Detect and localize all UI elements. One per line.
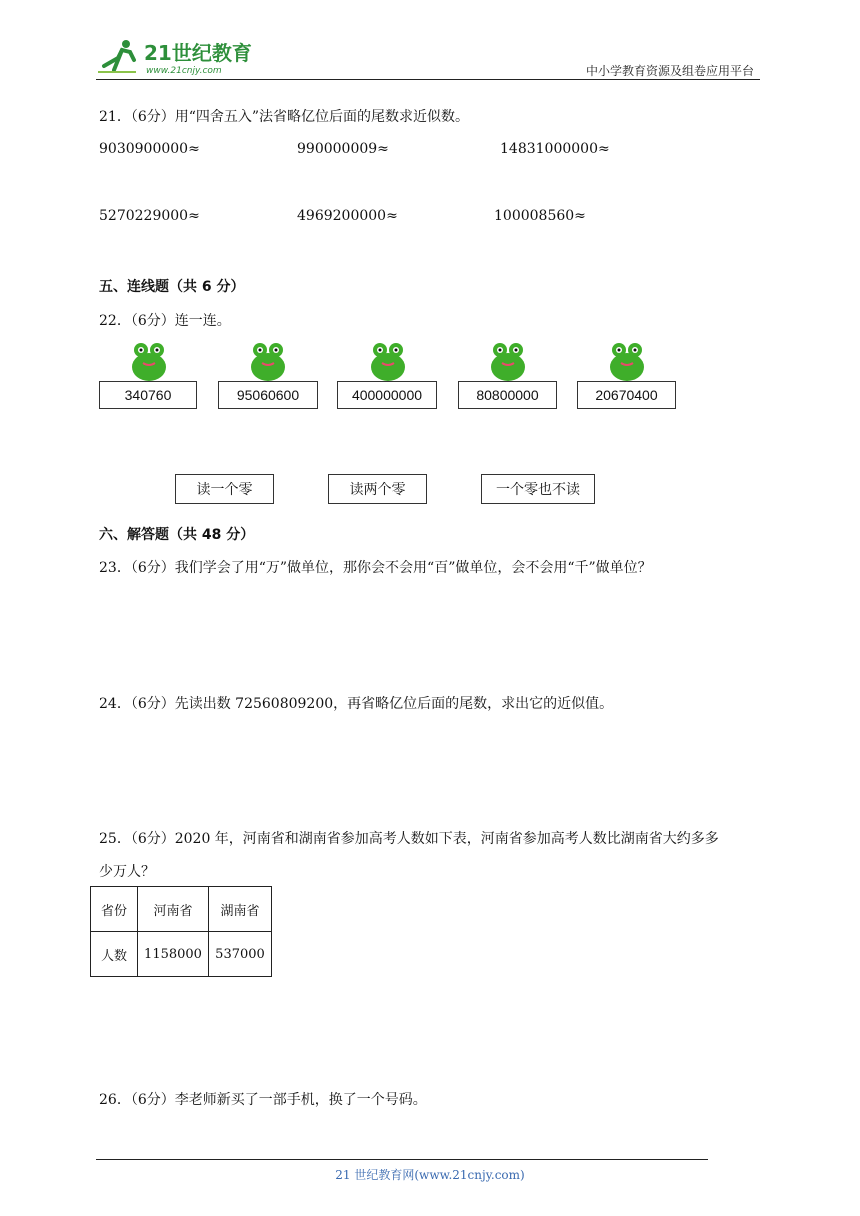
q21-item-4: 5270229000≈ (99, 208, 200, 224)
logo-text: 21世纪教育 (144, 41, 252, 65)
table-row (91, 932, 272, 977)
table-cell: 省份 (91, 887, 138, 932)
section-6-title: 六、解答题（共 48 分） (99, 527, 255, 543)
reading-box[interactable]: 读一个零 (175, 474, 274, 504)
number-box[interactable]: 340760 (99, 381, 197, 409)
frog-icon (129, 339, 169, 383)
runner-icon (98, 40, 136, 72)
table-cell: 537000 (209, 932, 272, 977)
reading-box[interactable]: 读两个零 (328, 474, 427, 504)
footer-divider (96, 1159, 708, 1160)
number-box[interactable]: 95060600 (218, 381, 318, 409)
q24-stem: 24．（6分）先读出数 72560809200，再省略亿位后面的尾数，求出它的近似值。 (99, 696, 614, 712)
logo-url: www.21cnjy.com (146, 66, 222, 76)
number-box[interactable]: 400000000 (337, 381, 437, 409)
reading-box[interactable]: 一个零也不读 (481, 474, 595, 504)
q21-item-2: 990000009≈ (297, 141, 389, 157)
table-row (91, 887, 272, 932)
q21-item-5: 4969200000≈ (297, 208, 398, 224)
site-logo (96, 36, 256, 76)
frog-icon (248, 339, 288, 383)
table-cell: 河南省 (138, 887, 209, 932)
q23-stem: 23．（6分）我们学会了用“万”做单位，那你会不会用“百”做单位，会不会用“千”做单位？ (99, 560, 652, 576)
q21-item-1: 9030900000≈ (99, 141, 200, 157)
table-cell: 湖南省 (209, 887, 272, 932)
q21-stem: 21．（6分）用“四舍五入”法省略亿位后面的尾数求近似数。 (99, 109, 470, 125)
table-cell: 人数 (91, 932, 138, 977)
footer-link[interactable]: 21 世纪教育网(www.21cnjy.com) (335, 1168, 525, 1182)
header-divider (96, 79, 760, 80)
q22-stem: 22．（6分）连一连。 (99, 313, 231, 329)
frog-icon (368, 339, 408, 383)
q25-stem-line1: 25．（6分）2020 年，河南省和湖南省参加高考人数如下表，河南省参加高考人数比湖南省大约多多 (99, 831, 719, 847)
q21-item-6: 100008560≈ (494, 208, 586, 224)
number-box[interactable]: 20670400 (577, 381, 676, 409)
frog-icon (488, 339, 528, 383)
q21-item-3: 14831000000≈ (500, 141, 610, 157)
population-table (90, 886, 272, 977)
table-cell: 1158000 (138, 932, 209, 977)
header-platform-text: 中小学教育资源及组卷应用平台 (585, 64, 754, 78)
q25-stem-line2: 少万人？ (99, 864, 155, 880)
number-box[interactable]: 80800000 (458, 381, 557, 409)
q26-stem: 26．（6分）李老师新买了一部手机，换了一个号码。 (99, 1092, 427, 1108)
section-5-title: 五、连线题（共 6 分） (99, 279, 245, 295)
frog-icon (607, 339, 647, 383)
